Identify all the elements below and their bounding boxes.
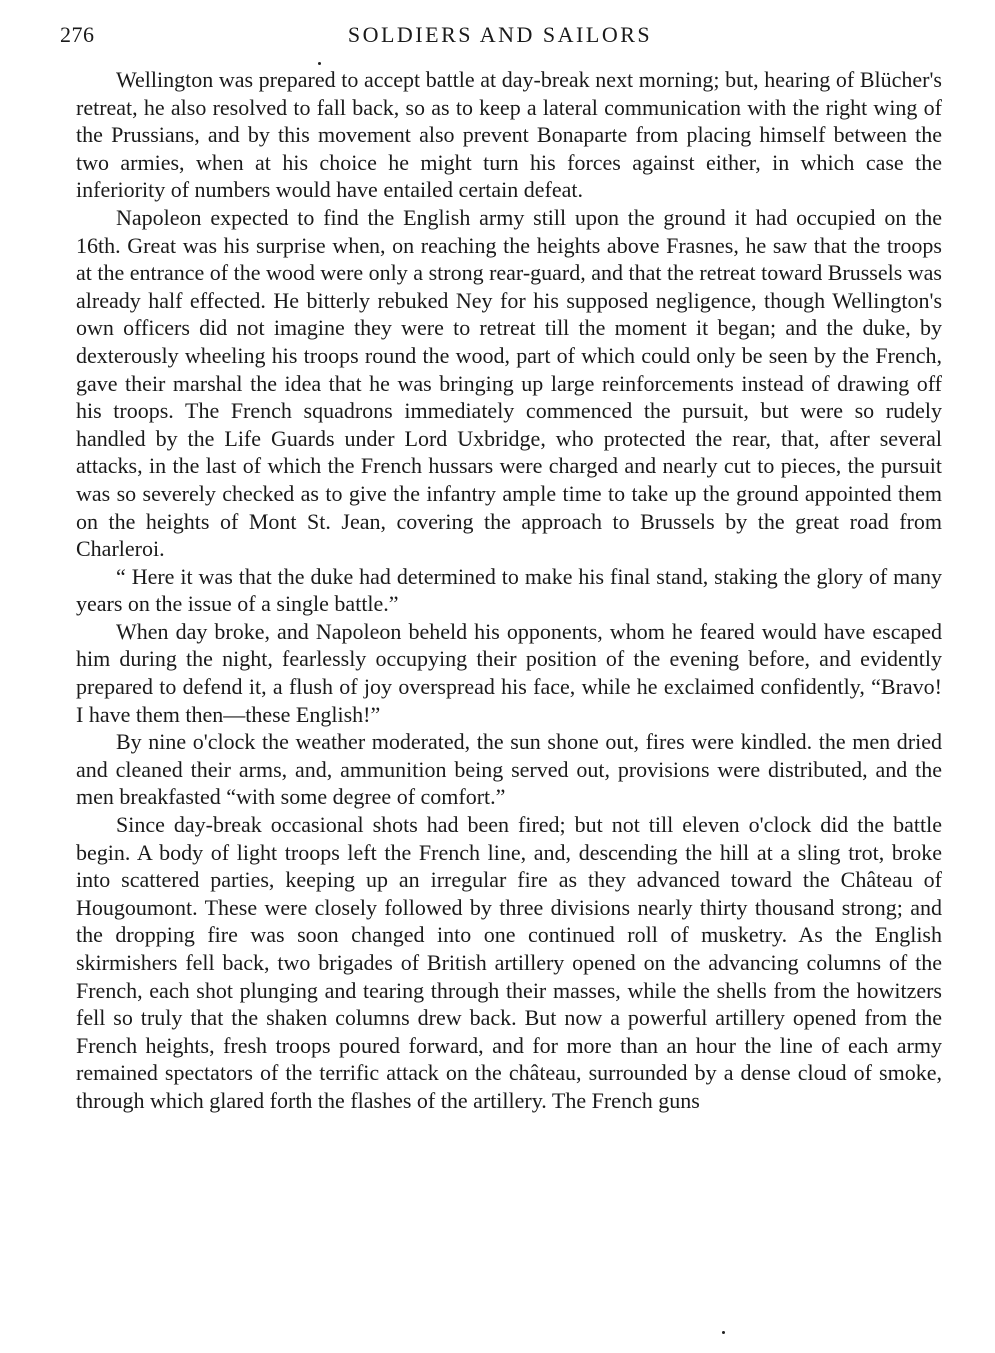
print-speck-top xyxy=(318,62,321,65)
page-number: 276 xyxy=(60,22,95,47)
paragraph: Since day-break occasional shots had been fired; but not till eleven o'clock did the battle begin. A body of light troops left the French line, and, descending the hill at a sling trot, broke into scattered parties, keeping up an irregular fire as they advanced toward the Château of Hougoumont. These were closely followed by three divisions nearly thirty thousand strong; and the dropping fire was soon changed into one continued roll of musketry. As the English skirmishers fell back, two brigades of British artillery opened on the advancing columns of the French, each shot plunging and tearing through their masses, while the shells from the howitzers fell so truly that the shaken columns drew back. But now a powerful artillery opened from the French heights, fresh troops poured forward, and for more than an hour the line of each army remained spectators of the terrific attack on the château, surrounded by a dense cloud of smoke, through which glared forth the flashes of the artillery. The French guns xyxy=(76,812,942,1113)
paragraph: By nine o'clock the weather moderated, the sun shone out, fires were kindled. the men dried and cleaned their arms, and, ammunition being served out, provisions were distributed, and the men breakfasted “with some degree of comfort.” xyxy=(76,729,942,810)
running-head: SOLDIERS AND SAILORS xyxy=(347,22,653,47)
paragraph: Wellington was prepared to accept battle at day-break next morning; but, hearing of Blücher's retreat, he also resolved to fall back, so as to keep a lateral communication with the right wing of the Prussians, and by this movement also prevent Bonaparte from placing himself between the two armies, when at his choice he might turn his forces against either, in which case the inferiority of numbers would have entailed certain defeat. xyxy=(76,67,942,203)
paragraph: “ Here it was that the duke had determined to make his final stand, staking the glory of many years on the issue of a single battle.” xyxy=(76,563,942,617)
page-header xyxy=(60,22,940,58)
body-text xyxy=(76,66,942,1115)
print-speck-bottom xyxy=(722,1331,725,1334)
paragraph: When day broke, and Napoleon beheld his opponents, whom he feared would have escaped him during the night, fearlessly occupying their position of the evening before, and evidently prepared to defend it, a flush of joy overspread his face, while he exclaimed confidently, “Bravo! I have them then—these English!” xyxy=(76,618,942,727)
paragraph: Napoleon expected to find the English army still upon the ground it had occupied on the 16th. Great was his surprise when, on reaching the heights above Frasnes, he saw that the troops at the entrance of the wood were only a strong rear-guard, and that the retreat toward Brussels was already half effected. He bitterly rebuked Ney for his supposed negligence, though Wellington's own officers did not imagine they were to retreat till the moment it began; and the duke, by dexterously wheeling his troops round the wood, part of which could only be seen by the French, gave their marshal the idea that he was bringing up large reinforcements instead of drawing off his troops. The French squadrons immediately commenced the pursuit, but were so rudely handled by the Life Guards under Lord Uxbridge, who protected the rear, that, after several attacks, in the last of which the French hussars were charged and nearly cut to pieces, the pursuit was so severely checked as to give the infantry ample time to take up the ground appointed them on the heights of Mont St. Jean, covering the approach to Brussels by the great road from Charleroi. xyxy=(76,204,942,562)
